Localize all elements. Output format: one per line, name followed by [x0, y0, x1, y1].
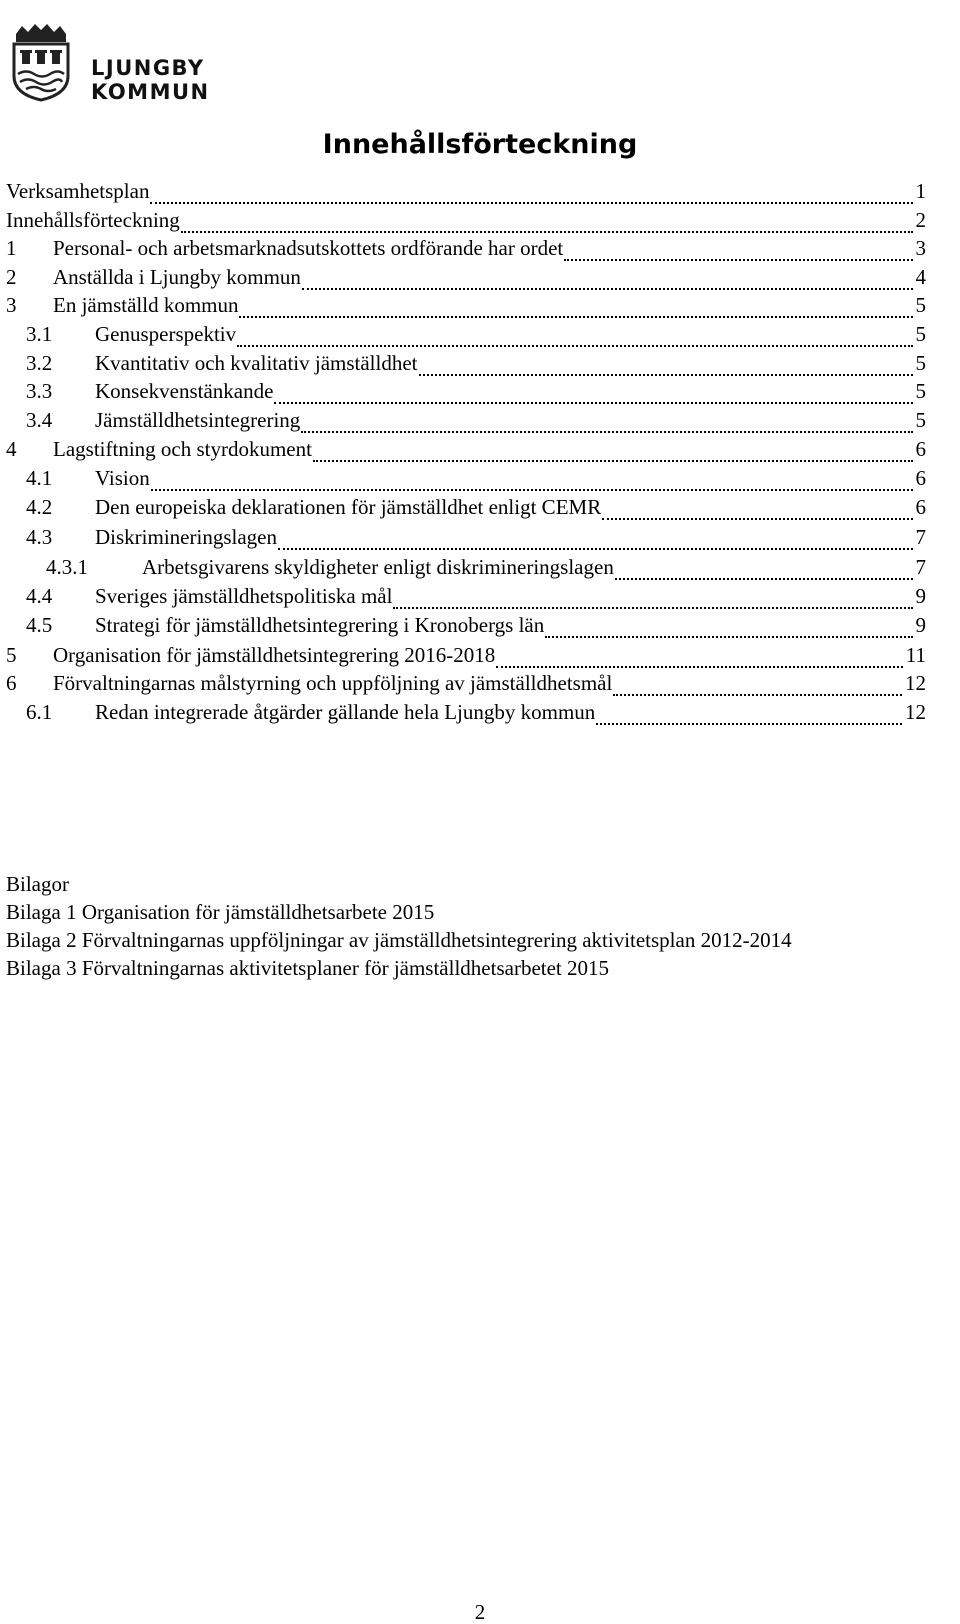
toc-entry-page: 4: [915, 265, 926, 289]
appendix-item-1: Bilaga 1 Organisation för jämställdhetsarbete 2015: [6, 900, 435, 924]
toc-entry-page: 7: [915, 555, 926, 579]
toc-entry-number: 4: [6, 437, 17, 461]
toc-entry[interactable]: [26, 520, 926, 550]
page-number: 2: [474, 1600, 486, 1624]
toc-entry[interactable]: [26, 608, 926, 638]
toc-entry[interactable]: [26, 403, 926, 433]
toc-entry-number: 4.1: [26, 466, 53, 490]
toc-entry-label: Genusperspektiv: [95, 322, 237, 346]
toc-entry-page: 5: [915, 408, 926, 432]
toc-entry-label: Den europeiska deklarationen för jämställdhet enligt CEMR: [95, 495, 602, 519]
toc-entry-number: 3.3: [26, 379, 53, 403]
toc-entry-label: Vision: [95, 466, 150, 490]
toc-entry-leader-dots: [613, 676, 902, 696]
toc-entry-label: Förvaltningarnas målstyrning och uppföljning av jämställdhetsmål: [53, 671, 613, 695]
toc-entry-page: 2: [915, 208, 926, 232]
toc-entry[interactable]: [26, 317, 926, 347]
toc-entry-label: Verksamhetsplan: [6, 179, 150, 203]
appendices-heading: Bilagor: [6, 872, 69, 896]
toc-entry-page: 6: [915, 437, 926, 461]
toc-entry-page: 11: [905, 643, 926, 667]
page-title: Innehållsförteckning: [322, 129, 638, 160]
toc-entry-page: 5: [915, 293, 926, 317]
toc-entry-leader-dots: [602, 500, 912, 520]
toc-entry[interactable]: [6, 288, 926, 318]
toc-entry-number: 4.3.1: [46, 555, 88, 579]
toc-entry-label: Kvantitativ och kvalitativ jämställdhet: [95, 351, 418, 375]
toc-entry-leader-dots: [301, 413, 912, 433]
logo-text-line1: LJUNGBY: [91, 56, 205, 80]
toc-entry-number: 3: [6, 293, 17, 317]
toc-entry-number: 4.2: [26, 495, 53, 519]
toc-entry[interactable]: [26, 346, 926, 376]
toc-entry-page: 9: [915, 584, 926, 608]
toc-entry[interactable]: [6, 666, 926, 696]
toc-entry-label: Anställda i Ljungby kommun: [53, 265, 301, 289]
toc-entry-label: Lagstiftning och styrdokument: [53, 437, 312, 461]
toc-entry-label: Sveriges jämställdhetspolitiska mål: [95, 584, 393, 608]
toc-entry-number: 1: [6, 236, 17, 260]
logo-text-line2: KOMMUN: [91, 80, 210, 104]
toc-entry-leader-dots: [237, 327, 912, 347]
toc-entry-page: 12: [905, 700, 926, 724]
toc-entry-leader-dots: [545, 618, 912, 638]
toc-entry-leader-dots: [302, 270, 913, 290]
toc-entry-number: 4.4: [26, 584, 53, 608]
toc-entry-number: 3.1: [26, 322, 53, 346]
toc-entry-number: 4.5: [26, 613, 53, 637]
toc-entry[interactable]: [6, 432, 926, 462]
toc-entry[interactable]: [6, 203, 926, 233]
toc-entry-label: Strategi för jämställdhetsintegrering i Kronobergs län: [95, 613, 545, 637]
toc-entry-page: 3: [915, 236, 926, 260]
toc-entry[interactable]: [6, 260, 926, 290]
toc-entry-number: 6.1: [26, 700, 53, 724]
toc-entry[interactable]: [46, 550, 926, 580]
toc-entry-number: 5: [6, 643, 17, 667]
toc-entry-label: Konsekvenstänkande: [95, 379, 274, 403]
toc-entry[interactable]: [26, 695, 926, 725]
toc-entry-leader-dots: [150, 184, 912, 204]
toc-entry-leader-dots: [151, 471, 913, 491]
toc-entry-page: 5: [915, 379, 926, 403]
coat-of-arms-icon: [8, 22, 74, 102]
toc-entry-number: 6: [6, 671, 17, 695]
toc-entry-page: 7: [915, 525, 926, 549]
toc-entry-label: Personal- och arbetsmarknadsutskottets ordförande har ordet: [53, 236, 564, 260]
toc-entry[interactable]: [26, 374, 926, 404]
municipality-logo: [8, 22, 218, 102]
toc-entry[interactable]: [26, 490, 926, 520]
toc-entry-label: Diskrimineringslagen: [95, 525, 277, 549]
toc-entry-label: Redan integrerade åtgärder gällande hela Ljungby kommun: [95, 700, 596, 724]
toc-entry-leader-dots: [615, 560, 913, 580]
toc-entry-leader-dots: [239, 298, 912, 318]
toc-entry-leader-dots: [278, 530, 913, 550]
toc-entry-label: Organisation för jämställdhetsintegrering 2016-2018: [53, 643, 496, 667]
toc-entry-number: 3.2: [26, 351, 53, 375]
toc-entry-page: 5: [915, 351, 926, 375]
toc-entry-leader-dots: [313, 442, 913, 462]
toc-entry-label: En jämställd kommun: [53, 293, 239, 317]
toc-entry-page: 1: [915, 179, 926, 203]
toc-entry-page: 5: [915, 322, 926, 346]
toc-entry[interactable]: [6, 638, 926, 668]
toc-entry-number: 4.3: [26, 525, 53, 549]
toc-entry-label: Jämställdhetsintegrering: [95, 408, 301, 432]
toc-entry-leader-dots: [274, 384, 912, 404]
toc-entry[interactable]: [26, 579, 926, 609]
toc-entry-leader-dots: [596, 705, 902, 725]
toc-entry-label: Innehållsförteckning: [6, 208, 180, 232]
toc-entry[interactable]: [6, 174, 926, 204]
toc-entry-page: 9: [915, 613, 926, 637]
toc-entry-page: 6: [915, 495, 926, 519]
toc-entry-number: 3.4: [26, 408, 53, 432]
appendices-section: [6, 870, 792, 982]
toc-entry[interactable]: [6, 231, 926, 261]
toc-entry-leader-dots: [564, 241, 912, 261]
appendix-item-3: Bilaga 3 Förvaltningarnas aktivitetsplaner för jämställdhetsarbetet 2015: [6, 956, 610, 980]
toc-entry[interactable]: [26, 461, 926, 491]
toc-entry-leader-dots: [496, 648, 902, 668]
toc-entry-leader-dots: [419, 356, 913, 376]
toc-entry-leader-dots: [181, 213, 913, 233]
toc-entry-page: 6: [915, 466, 926, 490]
appendix-item-2: Bilaga 2 Förvaltningarnas uppföljningar av jämställdhetsintegrering aktivitetsplan 2012-2014: [6, 928, 792, 952]
toc-entry-number: 2: [6, 265, 17, 289]
toc-entry-page: 12: [905, 671, 926, 695]
toc-entry-label: Arbetsgivarens skyldigheter enligt diskrimineringslagen: [142, 555, 614, 579]
toc-entry-leader-dots: [393, 589, 912, 609]
